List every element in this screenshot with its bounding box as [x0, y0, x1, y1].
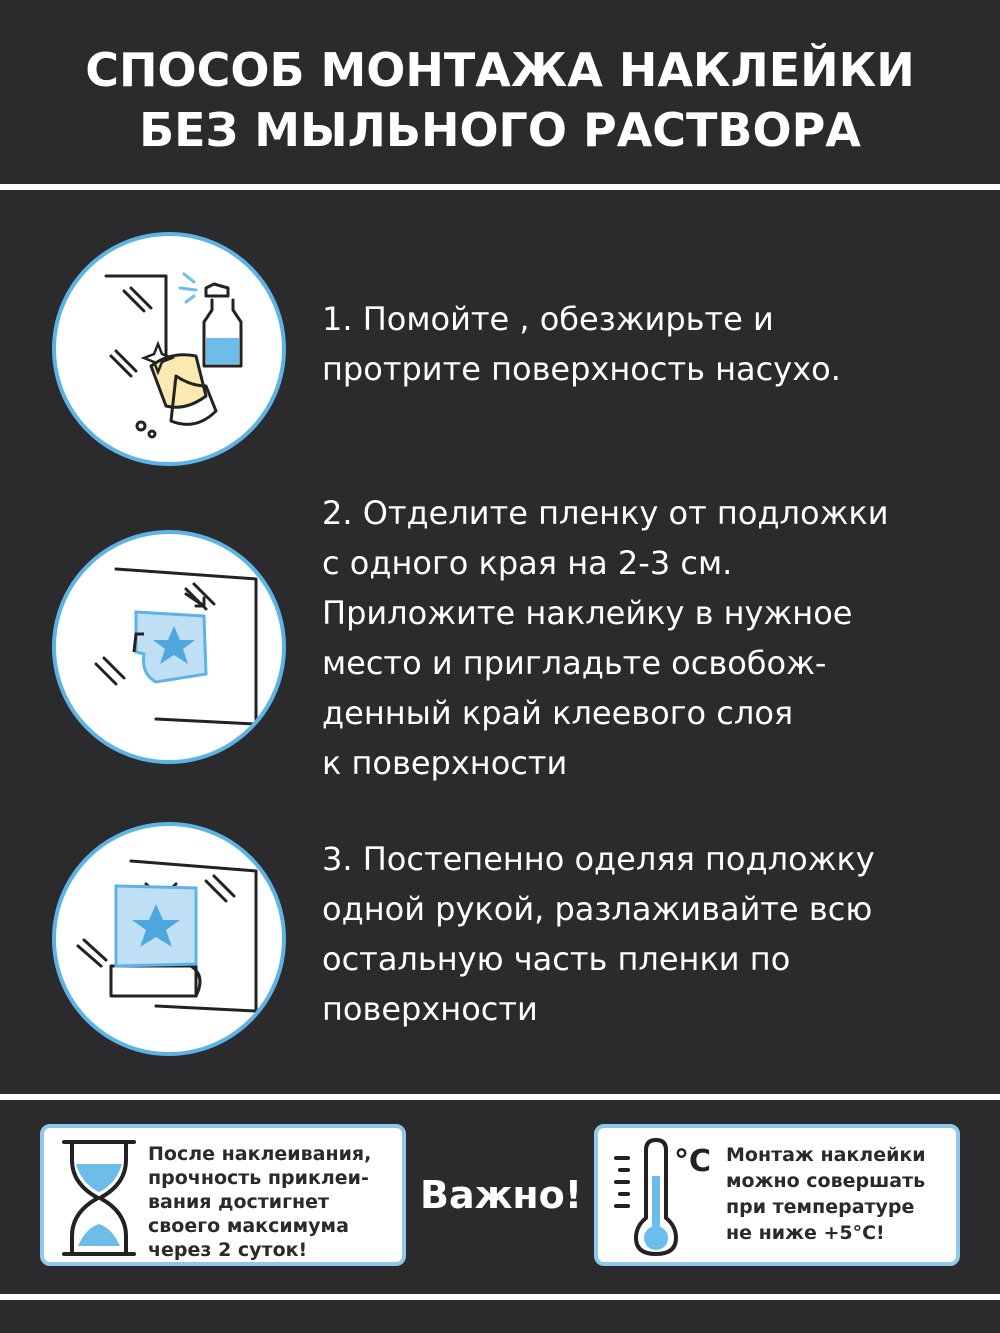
divider-bottom — [0, 1294, 1000, 1300]
important-label: Важно! — [420, 1173, 583, 1217]
step-1-text — [322, 294, 982, 394]
note-line: прочность приклеи- — [148, 1167, 369, 1189]
step-2-text — [322, 488, 982, 788]
note-line: через 2 суток! — [148, 1239, 308, 1261]
hourglass-icon — [56, 1136, 142, 1260]
note-line: своего максимума — [148, 1215, 349, 1237]
step-1-line: протрите поверхность насухо. — [322, 350, 841, 388]
peel-edge-sticker-icon — [52, 530, 286, 764]
note-temperature-text — [726, 1142, 926, 1246]
step-2-line: 2. Отделите пленку от подложки — [322, 494, 889, 532]
step-1-line: 1. Помойте , обезжирьте и — [322, 300, 774, 338]
step-2-line: к поверхности — [322, 744, 568, 782]
step-3-line: остальную часть пленки по — [322, 940, 791, 978]
divider-middle — [0, 1094, 1000, 1100]
note-line: при температуре — [726, 1196, 915, 1218]
title-line-1: СПОСОБ МОНТАЖА НАКЛЕЙКИ — [85, 43, 915, 97]
note-line: не ниже +5°С! — [726, 1222, 885, 1244]
note-line: Монтаж наклейки — [726, 1144, 926, 1166]
title-line-2: БЕЗ МЫЛЬНОГО РАСТВОРА — [139, 103, 861, 157]
step-2-line: место и пригладьте освобож- — [322, 644, 827, 682]
step-2-line: денный край клеевого слоя — [322, 694, 794, 732]
divider-top — [0, 184, 1000, 190]
note-card-temperature — [594, 1124, 960, 1266]
note-curing-text — [148, 1142, 371, 1262]
celsius-unit-label: °С — [674, 1144, 712, 1179]
note-card-curing — [40, 1124, 406, 1266]
step-3-line: одной рукой, разлаживайте всю — [322, 890, 873, 928]
step-2-line: Приложите наклейку в нужное — [322, 594, 853, 632]
page-title — [0, 40, 1000, 160]
step-3-line: поверхности — [322, 990, 538, 1028]
step-2-line: с одного края на 2-3 см. — [322, 544, 733, 582]
spray-cloth-icon — [52, 232, 286, 466]
note-line: можно совершать — [726, 1170, 926, 1192]
peel-backing-sticker-icon — [52, 822, 286, 1056]
note-line: вания достигнет — [148, 1191, 330, 1213]
step-3-line: 3. Постепенно оделяя подложку — [322, 840, 875, 878]
step-3-text — [322, 834, 982, 1034]
note-line: После наклеивания, — [148, 1143, 372, 1165]
